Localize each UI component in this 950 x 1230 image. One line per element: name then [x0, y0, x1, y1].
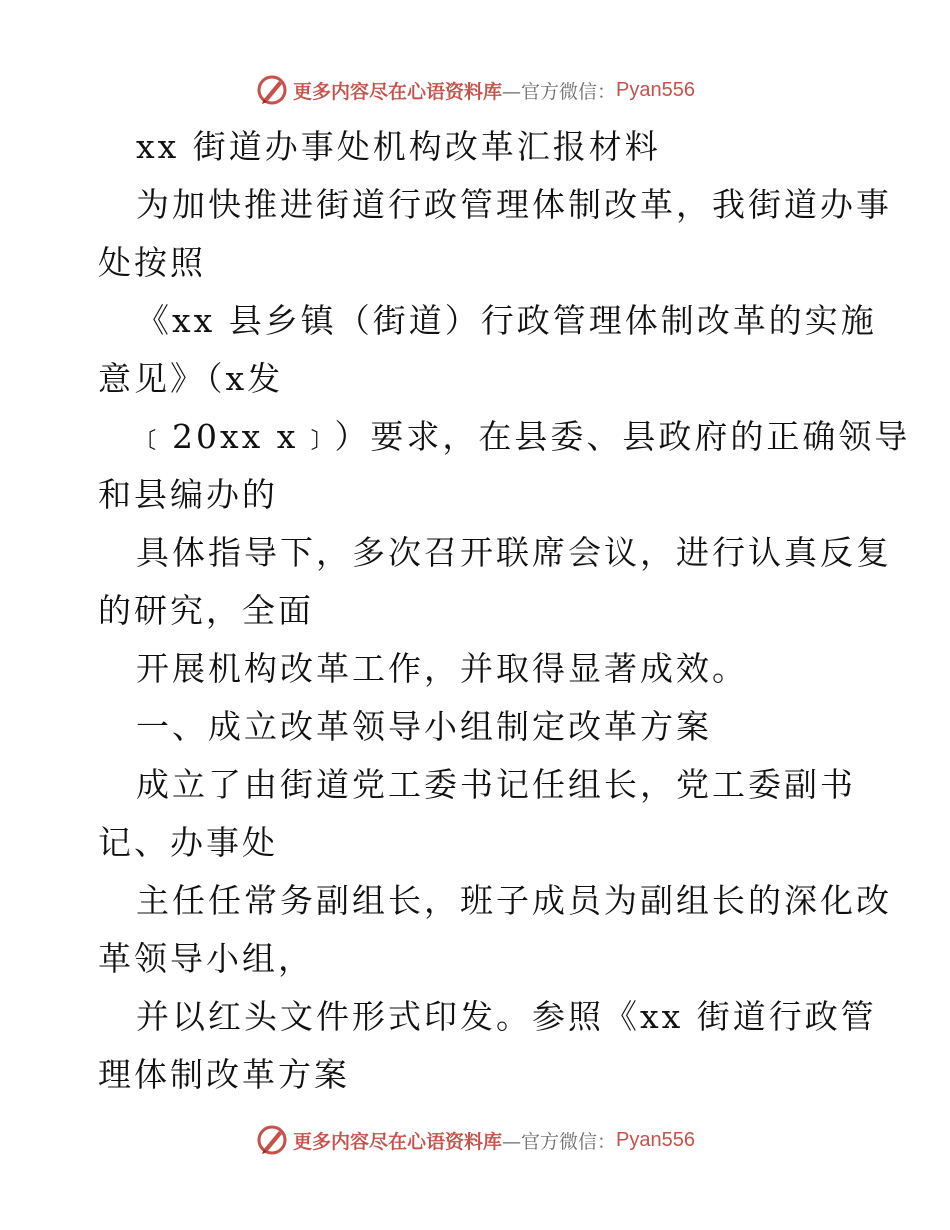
paragraph-line: 记、办事处 [98, 823, 278, 862]
paragraph-line: 具体指导下，多次召开联席会议，进行认真反复 [136, 533, 892, 572]
document-title: xx 街道办事处机构改革汇报材料 [136, 127, 661, 166]
paragraph-line: 成立了由街道党工委书记任组长，党工委副书 [136, 765, 856, 804]
header-watermark-banner [0, 70, 950, 110]
paragraph-line: 并以红头文件形式印发。参照《xx 街道行政管 [136, 997, 877, 1036]
pen-logo-icon [255, 73, 289, 107]
paragraph-line: 革领导小组， [98, 939, 314, 978]
banner-wechat-id: Pyan556 [616, 78, 695, 101]
paragraph-line: 开展机构改革工作，并取得显著成效。 [136, 649, 748, 688]
paragraph-line: 和县编办的 [98, 475, 278, 514]
section-heading: 一、成立改革领导小组制定改革方案 [136, 707, 712, 746]
banner-red-text: 更多内容尽在心语资料库 [293, 1130, 503, 1153]
paragraph-line: 主任任常务副组长，班子成员为副组长的深化改 [136, 881, 892, 920]
paragraph-line: 《xx 县乡镇（街道）行政管理体制改革的实施 [136, 301, 877, 340]
paragraph-line: 意见》（x发 [98, 359, 284, 398]
paragraph-line: 理体制改革方案 [98, 1055, 350, 1094]
footer-watermark-banner [0, 1120, 950, 1160]
paragraph-line: 处按照 [98, 243, 206, 282]
banner-gray-text: —官方微信： [502, 80, 617, 103]
document-body [98, 118, 911, 1104]
banner-gray-text: —官方微信： [502, 1130, 617, 1153]
pen-logo-icon [255, 1123, 289, 1157]
paragraph-line: ﹝20xx x﹞）要求，在县委、县政府的正确领导 [136, 417, 911, 456]
paragraph-line: 的研究，全面 [98, 591, 314, 630]
paragraph-line: 为加快推进街道行政管理体制改革，我街道办事 [136, 185, 892, 224]
banner-wechat-id: Pyan556 [616, 1128, 695, 1151]
banner-red-text: 更多内容尽在心语资料库 [293, 80, 503, 103]
